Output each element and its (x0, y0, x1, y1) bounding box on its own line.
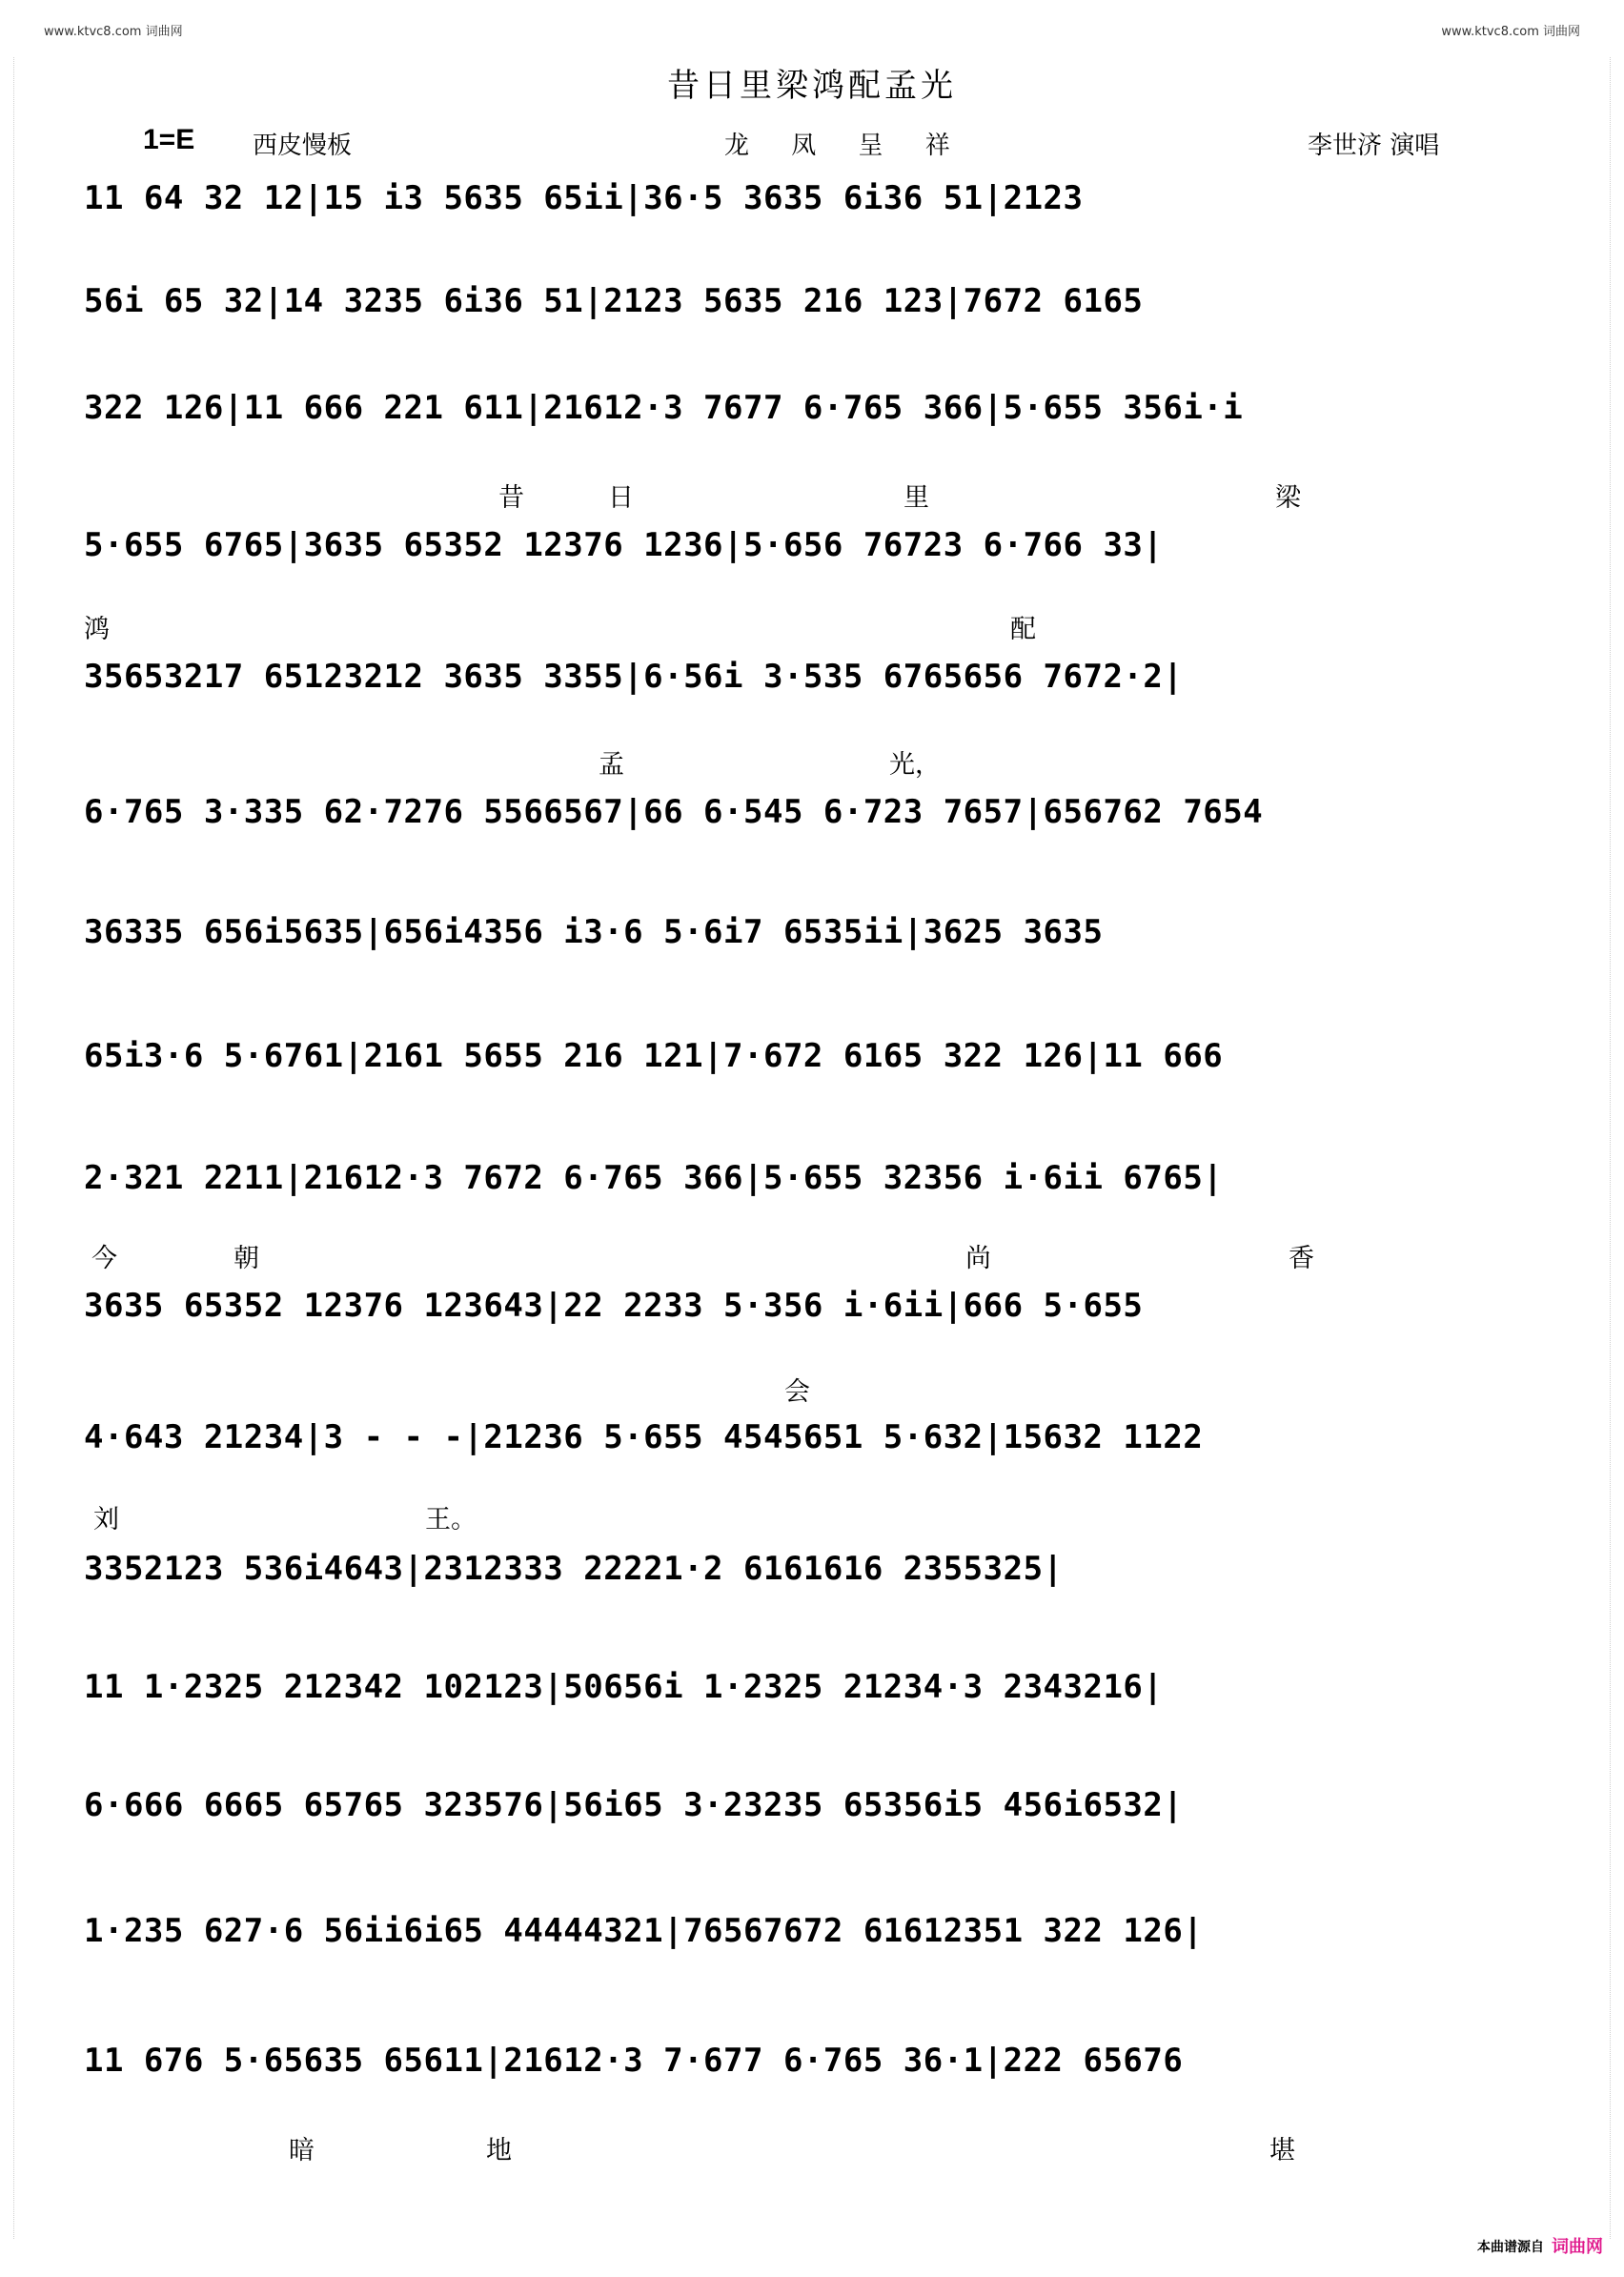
notation-line: 11 1·2325 212342 102123|50656i 1·2325 21234·3 2343216| (84, 1668, 1164, 1706)
lyric-syllable: 光， (889, 750, 941, 780)
lyric-syllable: 昔 (498, 483, 524, 513)
lyric-syllable: 日 (608, 483, 634, 513)
notation-staff (84, 1159, 1542, 1241)
lyric-syllable: 孟 (599, 750, 624, 780)
notation-staff (84, 1037, 1542, 1119)
notation-staff (84, 1668, 1542, 1750)
footer-logo[interactable]: 词曲网 (1552, 2237, 1603, 2257)
notation-staff (84, 1912, 1542, 1994)
notation-line: 11 676 5·65635 65611|21612·3 7·677 6·765 36·1|222 65676 (84, 2042, 1184, 2080)
lyric-syllable: 梁 (1275, 483, 1301, 513)
notation-staff (84, 179, 1542, 261)
key-signature: 1=E (143, 124, 195, 155)
site-watermark-right[interactable]: www.ktvc8.com 词曲网 (1441, 25, 1580, 39)
lyrics-row (84, 743, 1542, 780)
subtitle: 龙 凤 呈 祥 (724, 132, 967, 160)
notation-staff (84, 913, 1542, 995)
notation-line: 35653217 65123212 3635 3355|6·56i 3·535 6765656 7672·2| (84, 658, 1184, 696)
notation-staff (84, 1786, 1542, 1868)
notation-line: 36335 656i5635|656i4356 i3·6 5·6i7 6535ii|3625 3635 (84, 913, 1104, 951)
notation-staff (84, 282, 1542, 364)
lyrics-row (84, 2129, 1542, 2165)
notation-line: 4·643 21234|3 - - -|21236 5·655 4545651 5·632|15632 1122 (84, 1418, 1204, 1456)
notation-staff (84, 526, 1542, 608)
notation-line: 1·235 627·6 56ii6i65 44444321|76567672 61612351 322 126| (84, 1912, 1204, 1950)
notation-line: 56i 65 32|14 3235 6i36 51|2123 5635 216 123|7672 6165 (84, 282, 1144, 320)
notation-line: 65i3·6 5·6761|2161 5655 216 121|7·672 6165 322 126|11 666 (84, 1037, 1224, 1075)
tempo-marking: 西皮慢板 (253, 132, 353, 160)
footer-source-label: 本曲谱源自 (1477, 2240, 1544, 2255)
lyric-syllable: 配 (1010, 615, 1036, 644)
lyrics-row (84, 1237, 1542, 1273)
notation-staff (84, 658, 1542, 740)
lyrics-row (84, 608, 1542, 644)
notation-line: 5·655 6765|3635 65352 12376 1236|5·656 76723 6·766 33| (84, 526, 1164, 564)
song-title: 昔日里梁鸿配孟光 (667, 67, 957, 105)
notation-line: 2·321 2211|21612·3 7672 6·765 366|5·655 32356 i·6ii 6765| (84, 1159, 1224, 1197)
lyrics-row (84, 477, 1542, 513)
lyric-syllable: 王。 (425, 1505, 477, 1535)
left-margin-strip (4, 57, 14, 2239)
notation-line: 11 64 32 12|15 i3 5635 65ii|36·5 3635 6i36 51|2123 (84, 179, 1084, 217)
site-watermark-left[interactable]: www.ktvc8.com 词曲网 (44, 25, 183, 39)
right-margin-strip (1610, 57, 1620, 2239)
lyrics-row (84, 1371, 1542, 1407)
lyrics-row (84, 1498, 1542, 1535)
notation-staff (84, 389, 1542, 471)
lyric-syllable: 香 (1289, 1244, 1314, 1273)
notation-staff (84, 1287, 1542, 1369)
lyric-syllable: 朝 (233, 1244, 259, 1273)
notation-line: 322 126|11 666 221 611|21612·3 7677 6·765 366|5·655 356i·i (84, 389, 1244, 427)
lyric-syllable: 暗 (289, 2136, 315, 2165)
lyric-syllable: 里 (903, 483, 929, 513)
lyric-syllable: 刘 (93, 1505, 119, 1535)
notation-line: 6·666 6665 65765 323576|56i65 3·23235 65356i5 456i6532| (84, 1786, 1184, 1824)
performer: 李世济 演唱 (1308, 132, 1440, 160)
lyric-syllable: 鸿 (84, 615, 110, 644)
lyric-syllable: 今 (91, 1244, 117, 1273)
notation-line: 3635 65352 12376 123643|22 2233 5·356 i·6ii|666 5·655 (84, 1287, 1144, 1325)
notation-line: 3352123 536i4643|2312333 22221·2 6161616 2355325| (84, 1550, 1064, 1588)
notation-staff (84, 793, 1542, 875)
notation-staff (84, 1418, 1542, 1500)
notation-line: 6·765 3·335 62·7276 5566567|66 6·545 6·723 7657|656762 7654 (84, 793, 1264, 831)
notation-staff (84, 1550, 1542, 1632)
lyric-syllable: 地 (486, 2136, 512, 2165)
lyric-syllable: 堪 (1269, 2136, 1295, 2165)
notation-staff (84, 2042, 1542, 2124)
lyric-syllable: 尚 (965, 1244, 991, 1273)
lyric-syllable: 会 (784, 1377, 810, 1407)
